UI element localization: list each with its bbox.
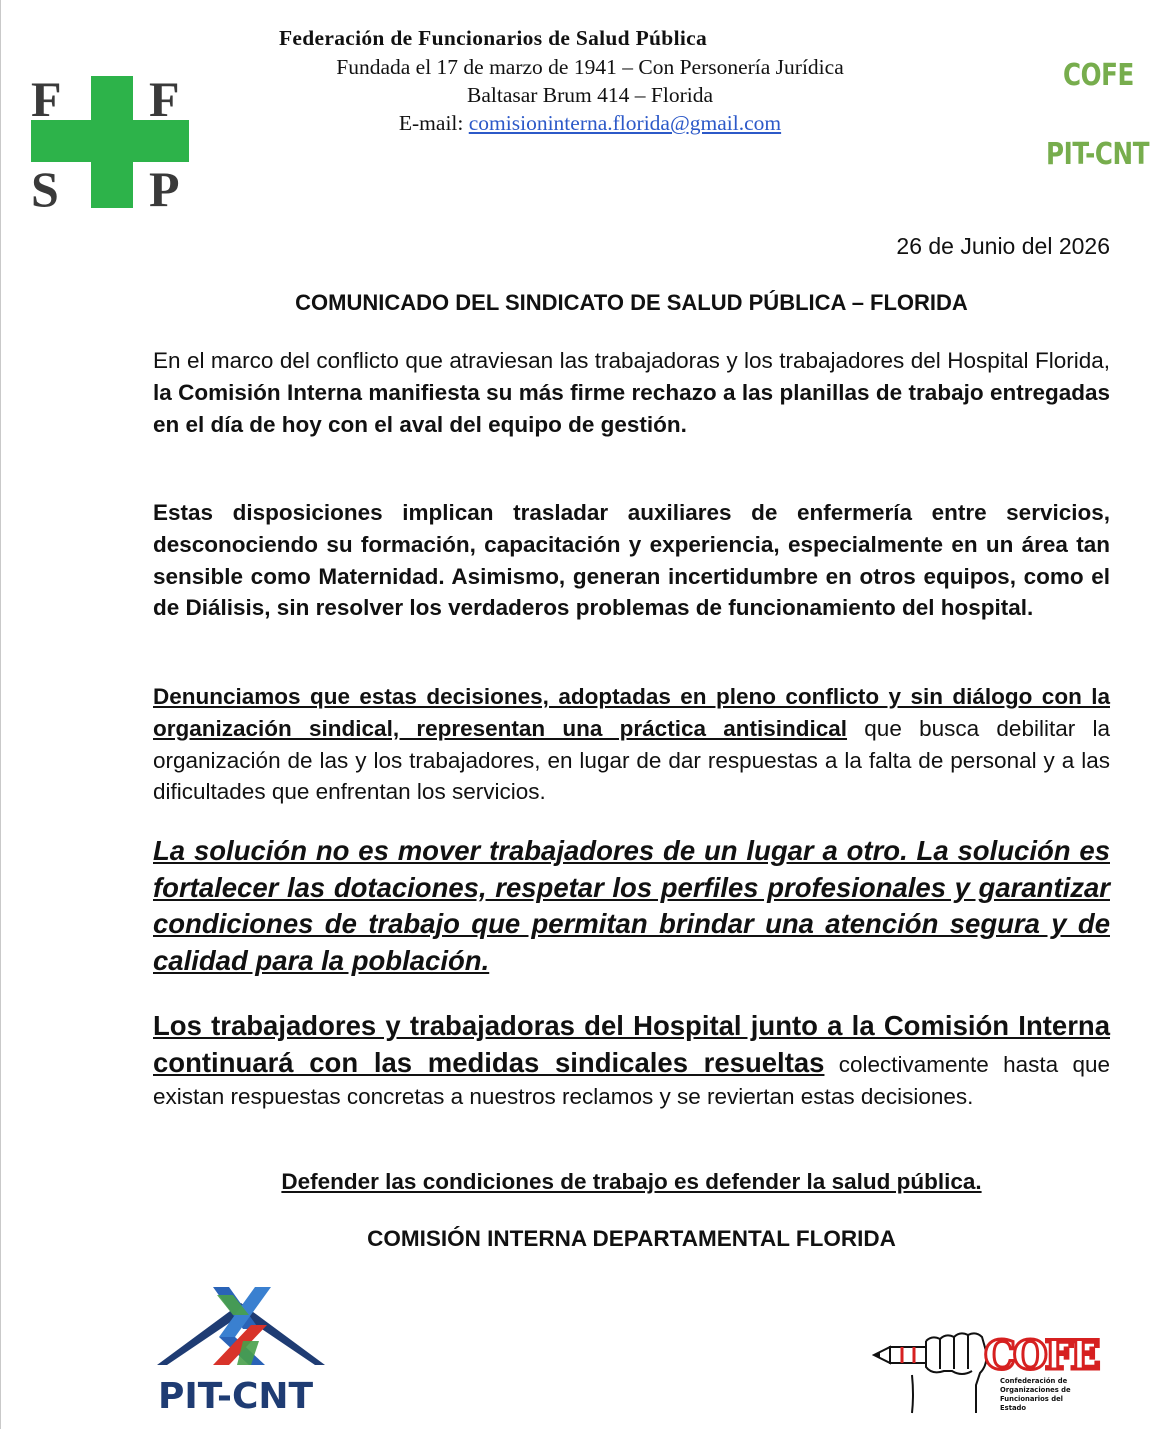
organization-address: Baltasar Brum 414 – Florida <box>466 83 714 107</box>
paragraph-3 <box>153 681 1110 808</box>
closing-statement: Defender las condiciones de trabajo es defender la salud pública. <box>281 1169 982 1194</box>
paragraph-3-rest: que busca debilitar la organización de las y los trabajadores, en lugar de dar respuestas a la falta de personal y a las dificultades que enfrentan los servicios. <box>153 715 1110 805</box>
ffsp-letter-p: P <box>149 161 180 212</box>
ffsp-logo <box>28 70 193 212</box>
pit-cnt-header-label: PIT-CNT <box>1046 137 1150 172</box>
ffsp-green-cross-icon <box>28 70 193 212</box>
paragraph-3-emphasis: Denunciamos que estas decisiones, adoptadas en pleno conflicto y sin diálogo con la organización sindical, representan una práctica antisindical <box>153 684 1110 741</box>
email-label: E-mail: <box>398 111 469 135</box>
cofe-header-label: COFE <box>1063 58 1134 93</box>
paragraph-2: Estas disposiciones implican trasladar auxiliares de enfermería entre servicios, desconociendo su formación, capacitación y experiencia, especialmente en un área tan sensible como Maternidad. Asimismo, generan incertidumbre en otros equipos, como el de Diálisis, sin resolver los verdaderos problemas de funcionamiento del hospital. <box>153 500 1110 621</box>
pit-cnt-logo <box>155 1285 327 1415</box>
cofe-caption-line-2: Organizaciones de <box>1000 1386 1071 1394</box>
pit-cnt-logo-text: PIT-CNT <box>158 1376 314 1415</box>
signature: COMISIÓN INTERNA DEPARTAMENTAL FLORIDA <box>367 1226 896 1251</box>
paragraph-1 <box>153 345 1110 440</box>
cofe-caption-line-1: Confederación de <box>1000 1377 1068 1385</box>
ffsp-letter-f2: F <box>149 71 180 127</box>
paragraph-1-emphasis: la Comisión Interna manifiesta su más firme rechazo a las planillas de trabajo entregadas en el día de hoy con el aval del equipo de gestión. <box>153 379 1110 437</box>
cofe-caption-line-3: Funcionarios del <box>1000 1395 1064 1403</box>
cofe-logo-letters: COFE <box>984 1332 1098 1379</box>
paragraph-5-emphasis: Los trabajadores y trabajadoras del Hospital junto a la Comisión Interna continuará con las medidas sindicales resueltas <box>153 1010 1110 1078</box>
organization-founded: Fundada el 17 de marzo de 1941 – Con Personería Jurídica <box>336 55 844 79</box>
document-date: 26 de Junio del 2026 <box>896 233 1110 259</box>
email-link[interactable]: comisioninterna.florida@gmail.com <box>468 111 782 135</box>
organization-name: Federación de Funcionarios de Salud Pública <box>279 26 708 50</box>
cofe-logo <box>872 1325 1104 1417</box>
paragraph-5 <box>153 1008 1110 1113</box>
ffsp-letter-s: S <box>31 161 59 212</box>
cofe-fist-pencil-icon <box>872 1325 1104 1417</box>
paragraph-5-rest: colectivamente hasta que existan respuestas concretas a nuestros reclamos y se reviertan estas decisiones. <box>153 1051 1110 1109</box>
document-title: COMUNICADO DEL SINDICATO DE SALUD PÚBLICA – FLORIDA <box>295 290 968 315</box>
cofe-caption-line-4: Estado <box>1000 1404 1027 1412</box>
paragraph-4: La solución no es mover trabajadores de un lugar a otro. La solución es fortalecer las dotaciones, respetar los perfiles profesionales y garantizar condiciones de trabajo que permitan brindar una atención segura y de calidad para la población. <box>153 835 1110 976</box>
pit-cnt-logo-icon <box>155 1285 327 1415</box>
ffsp-letter-f1: F <box>31 71 62 127</box>
paragraph-1-intro: En el marco del conflicto que atraviesan las trabajadoras y los trabajadores del Hospital Florida, <box>153 348 1110 373</box>
organization-email-line <box>200 111 980 136</box>
page-edge-divider <box>0 0 1 1429</box>
